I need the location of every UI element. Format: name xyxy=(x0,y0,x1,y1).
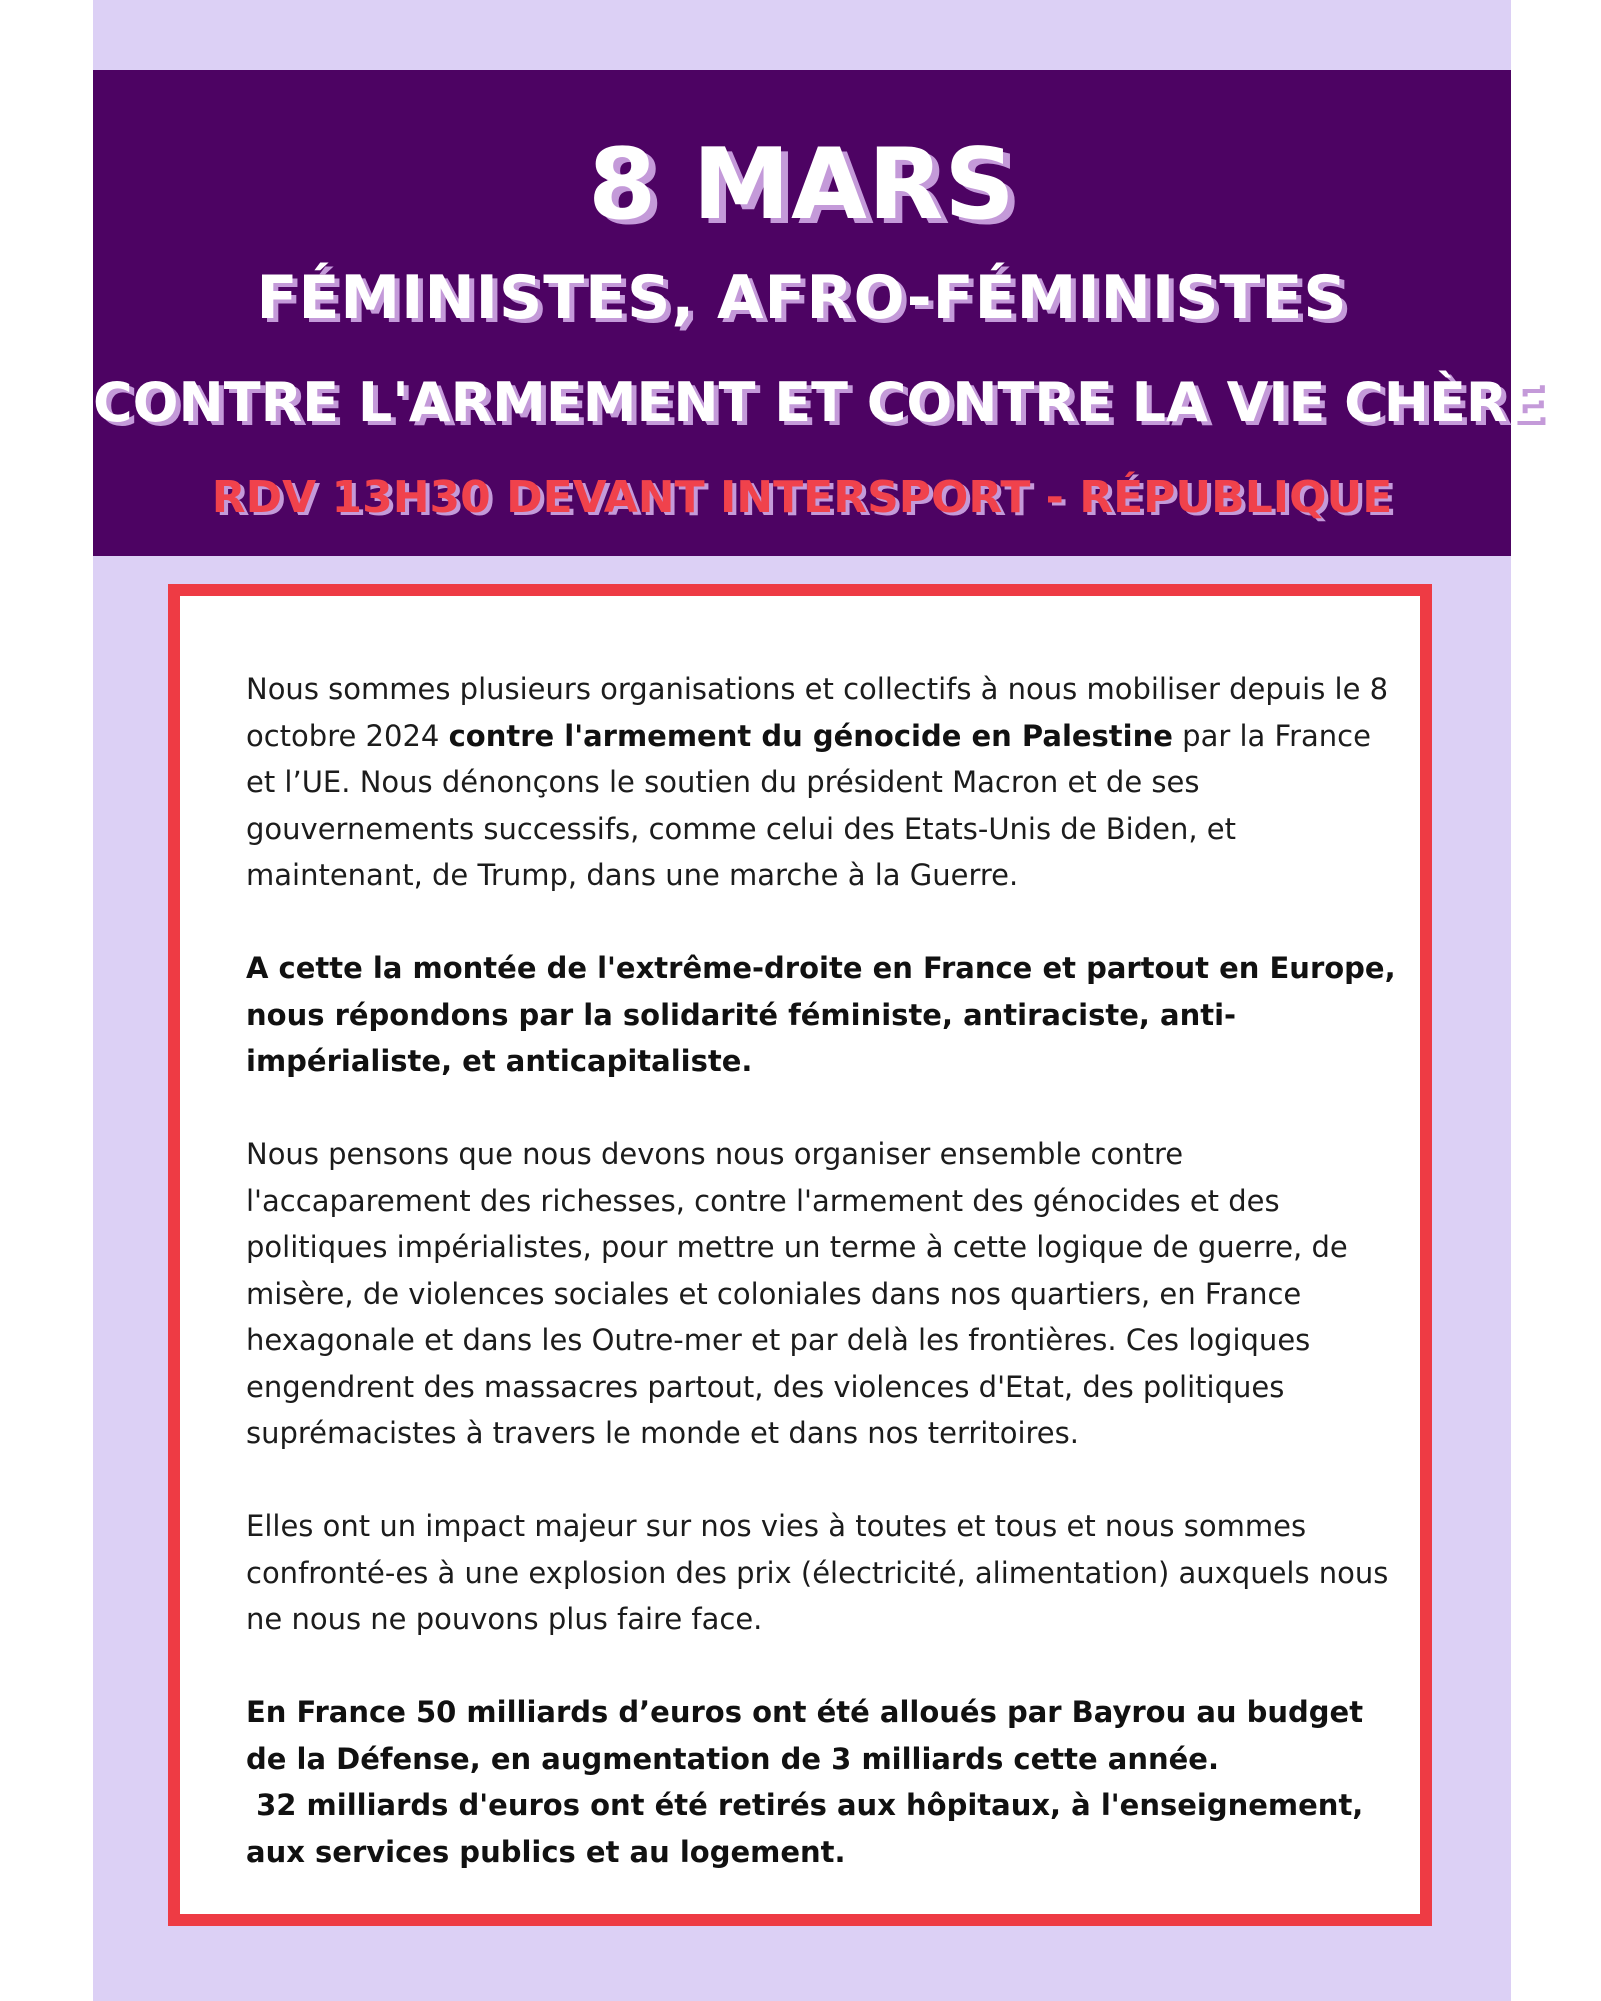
event-date-title: 8 MARS xyxy=(588,128,1016,242)
paragraph-mobilisation-rest: par la France et l’UE. Nous dénonçons le soutien du président Macron et de ses gouvernements successifs, comme celui des Etats-Unis de Biden, et maintenant, de Trump, dans une marche à la Guerre. xyxy=(246,718,1371,892)
headline-feminists: FÉMINISTES, AFRO-FÉMINISTES xyxy=(256,263,1348,333)
budget-cuts-line: 32 milliards d'euros ont été retirés aux hôpitaux, à l'enseignement, aux services publics et au logement. xyxy=(246,1788,1364,1869)
paragraph-mobilisation-emphasis: contre l'armement du génocide en Palestine xyxy=(448,718,1173,753)
budget-defense-line: En France 50 milliards d’euros ont été alloués par Bayrou au budget de la Défense, en augmentation de 3 milliards cette année. xyxy=(246,1695,1364,1776)
flyer-header xyxy=(93,70,1545,556)
paragraph-solidarity: A cette la montée de l'extrême-droite en France et partout en Europe, nous répondons par la solidarité féministe, antiraciste, anti-impérialiste, et anticapitaliste. xyxy=(246,951,1396,1078)
paragraph-mobilisation xyxy=(246,666,1406,899)
paragraph-mobilisation-intro: Nous sommes plusieurs organisations et collectifs à nous mobiliser depuis le 8 octobre 2024 xyxy=(246,672,1389,753)
statement-card xyxy=(168,584,1432,1926)
paragraph-organise: Nous pensons que nous devons nous organiser ensemble contre l'accaparement des richesses, contre l'armement des génocides et des politiques impérialistes, pour mettre un terme à cette logique de guerre, de misère, de violences sociales et coloniales dans nos quartiers, en France hexagonale et dans les Outre-mer et par delà les frontières. Ces logiques engendrent des massacres partout, des violences d'Etat, des politiques suprémacistes à travers le monde et dans nos territoires. xyxy=(246,1137,1348,1450)
headline-against-arms: CONTRE L'ARMEMENT ET CONTRE LA VIE CHÈRE xyxy=(93,371,1545,434)
statement-text xyxy=(246,666,1406,1875)
meeting-point: RDV 13H30 DEVANT INTERSPORT - RÉPUBLIQUE xyxy=(211,472,1393,523)
paragraph-budget xyxy=(246,1689,1406,1875)
paragraph-cost-of-living: Elles ont un impact majeur sur nos vies à toutes et tous et nous sommes confronté-es à une explosion des prix (électricité, alimentation) auxquels nous ne nous ne pouvons plus faire face. xyxy=(246,1509,1389,1636)
